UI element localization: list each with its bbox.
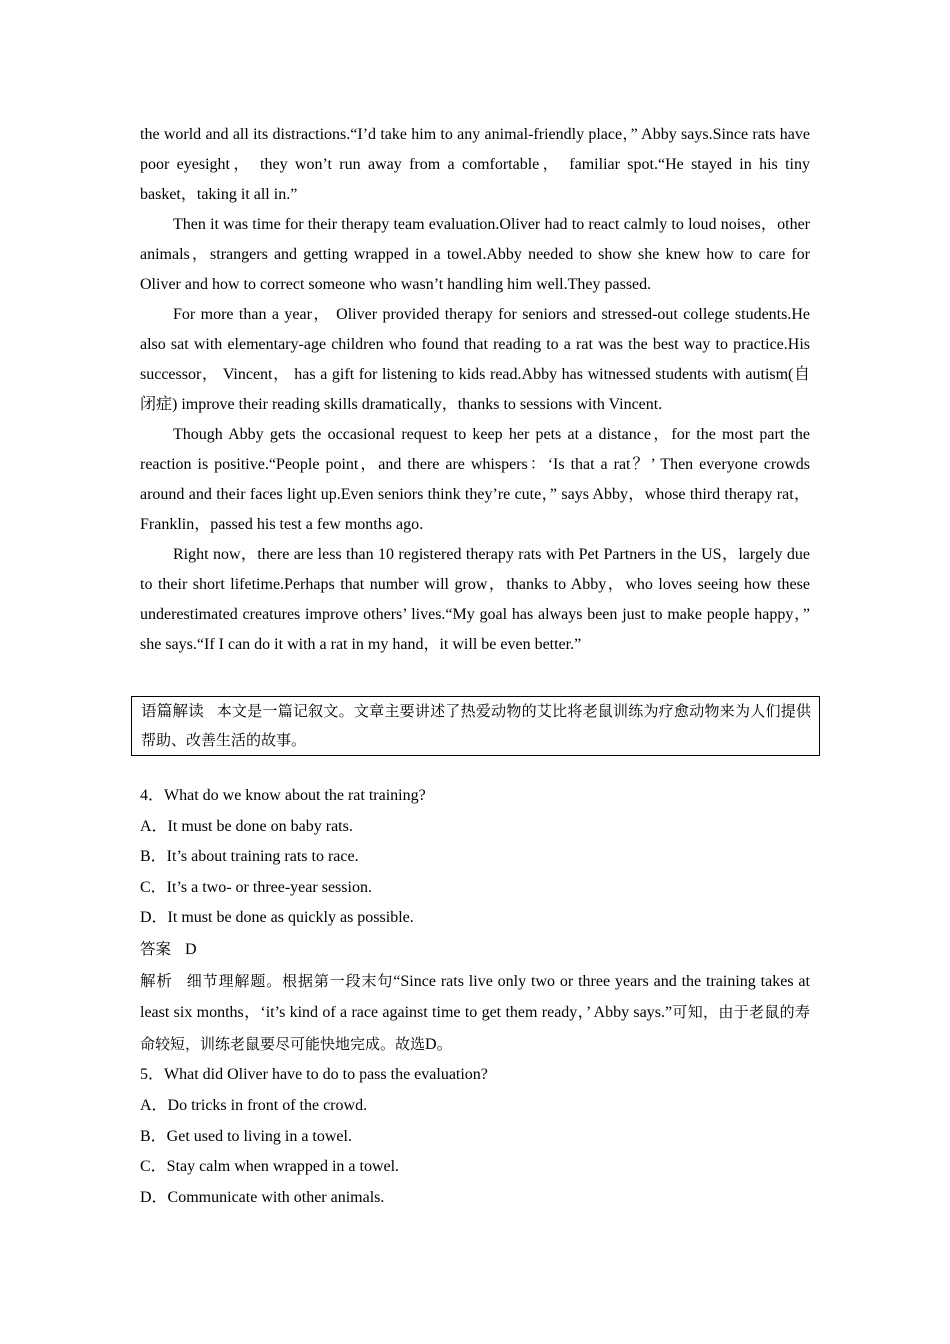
analysis-text-cn: 细节理解题。根据第一段末句 [186, 971, 394, 990]
question-4-analysis [140, 966, 810, 1061]
paragraph-3: For more than a year， Oliver provided therapy for seniors and stressed-out college students.He also sat with elementary-age children who found that reading to a rat was the best way to practice.His successor， Vincent， has a gift for listening to kids read.Abby has witnessed students with autism(自闭症) improve their reading skills dramatically，thanks to sessions with Vincent. [140, 306, 810, 413]
analysis-end: D。 [425, 1035, 453, 1053]
question-5-option-b: B．Get used to living in a towel. [140, 1127, 352, 1145]
question-4-option-b: B．It’s about training rats to race. [140, 848, 359, 866]
question-5-option-a: A．Do tricks in front of the crowd. [140, 1096, 368, 1114]
question-4-option-c: C．It’s a two- or three-year session. [140, 878, 372, 896]
paragraph-4: Though Abby gets the occasional request to keep her pets at a distance，for the most part the reaction is positive.“People point，and there are whispers：‘Is that a rat？’ Then everyone crowds around and their faces light up.Even seniors think they’re cute，” says Abby，whose third therapy rat，Franklin，passed his test a few months ago. [140, 426, 810, 533]
reading-note-text: 本文是一篇记叙文。文章主要讲述了热爱动物的艾比将老鼠训练为疗愈动物来为人们提供帮助、改善生活的故事。 [141, 702, 811, 749]
analysis-conclusion: 可知，由于老鼠的寿命较短，训练老鼠要尽可能快地完成。故选 [140, 1003, 810, 1053]
analysis-label: 解析 [140, 971, 173, 990]
paragraph-5: Right now，there are less than 10 registered therapy rats with Pet Partners in the US，largely due to their short lifetime.Perhaps that number will grow，thanks to Abby，who loves seeing how these underestimated creatures improve others’ lives.“My goal has always been just to make people happy，” she says.“If I can do it with a rat in my hand，it will be even better.” [140, 546, 811, 653]
question-5: 5．What did Oliver have to do to pass the evaluation? [140, 1066, 488, 1084]
answer-value: D [185, 940, 197, 958]
question-5-option-c: C．Stay calm when wrapped in a towel. [140, 1158, 400, 1176]
reading-note-label: 语篇解读 [141, 702, 204, 720]
question-4-answer [140, 934, 810, 966]
questions [140, 781, 810, 1213]
reading-note-box [131, 696, 820, 756]
question-5-option-d: D．Communicate with other animals. [140, 1188, 385, 1206]
analysis-quote: “Since rats live only two or three years and the training takes at least six months，‘it’s kind of a race against time to get them ready，’ Abby says.” [140, 972, 810, 1022]
question-4: 4．What do we know about the rat training? [140, 787, 426, 804]
paragraph-1: the world and all its distractions.“I’d take him to any animal-friendly place，” Abby says.Since rats have poor eyesight， they won’t run away from a comfortable， familiar spot.“He stayed in his tiny basket，taking it all in.” [140, 126, 811, 203]
question-4-option-a: A．It must be done on baby rats. [140, 817, 353, 835]
paragraph-2: Then it was time for their therapy team evaluation.Oliver had to react calmly to loud noises，other animals，strangers and getting wrapped in a towel.Abby needed to show she knew how to care for Oliver and how to correct someone who wasn’t handling him well.They passed. [140, 216, 810, 293]
passage [140, 120, 810, 660]
answer-label: 答案 [140, 939, 172, 958]
question-4-option-d: D．It must be done as quickly as possible. [140, 909, 414, 927]
